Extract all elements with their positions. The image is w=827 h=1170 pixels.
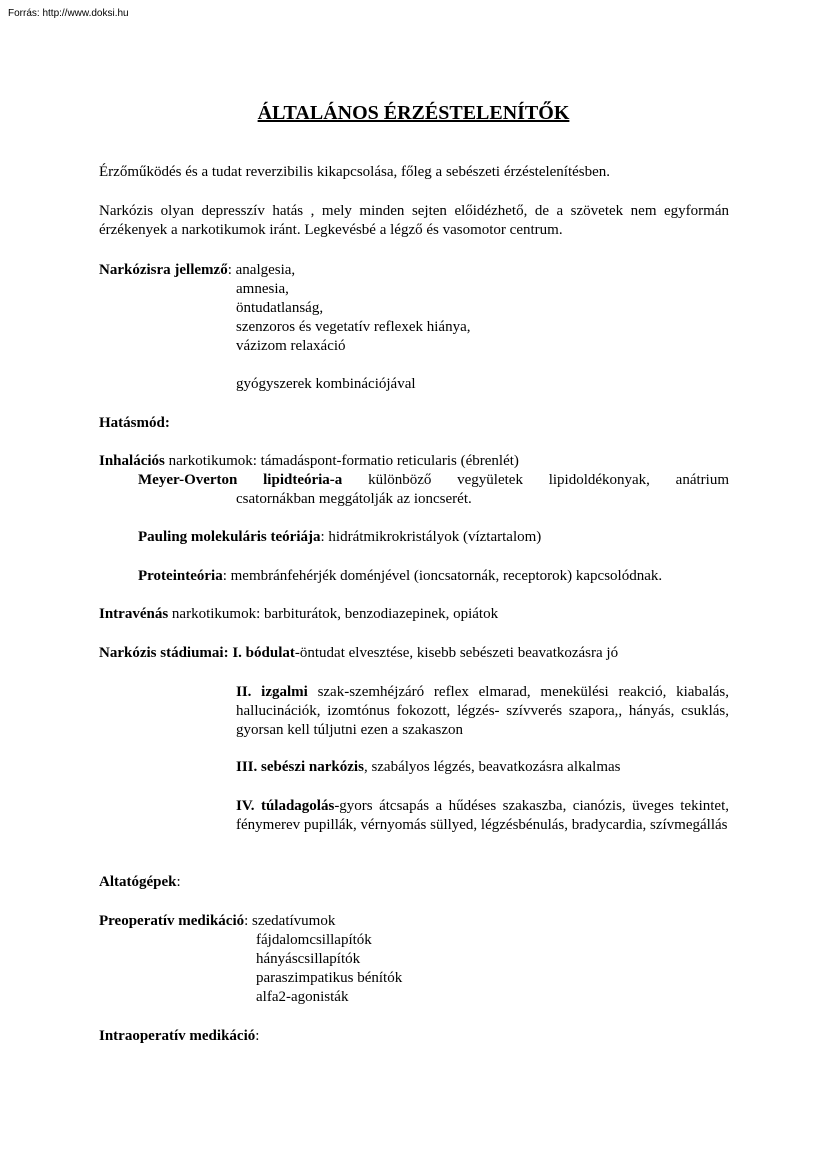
inhalation-line <box>99 452 519 471</box>
characteristics-item-3: öntudatlanság, <box>236 300 324 316</box>
intraop-bold: Intraoperatív medikáció <box>99 1028 256 1044</box>
stage4-paragraph <box>236 797 729 835</box>
characteristics-item-4: szenzoros és vegetatív reflexek hiánya, <box>236 319 471 335</box>
pauling-rest: : hidrátmikrokristályok (víztartalom) <box>320 529 542 545</box>
protein-bold: Proteinteória <box>138 568 223 584</box>
inhalation-rest: narkotikumok: támadáspont-formatio reticularis (ébrenlét) <box>164 453 519 469</box>
machines-line <box>99 873 181 892</box>
stage2-rest: szak-szemhéjzáró reflex elmarad, menekülési reakció, kiabalás, hallucinációk, izomtónus fokozott, légzés- szívverés szapora,, hányás, csuklás, gyorsan kell túljutni ezen a szakaszon <box>236 684 729 738</box>
machines-bold: Altatógépek <box>99 874 177 890</box>
intravenous-line <box>99 605 498 624</box>
mechanism-heading-text: Hatásmód: <box>99 415 170 431</box>
preop-rest: : szedatívumok <box>244 913 336 929</box>
stage1-rest: -öntudat elvesztése, kisebb sebészeti beavatkozásra jó <box>294 645 619 661</box>
stage2-paragraph <box>236 683 729 740</box>
characteristics-item-1: analgesia, <box>235 262 296 278</box>
preop-bold: Preoperatív medikáció <box>99 913 245 929</box>
preop-item-3: paraszimpatikus bénítók <box>256 970 403 986</box>
pauling-line <box>138 528 541 547</box>
narcosis-definition: Narkózis olyan depresszív hatás , mely minden sejten előidézhető, de a szövetek nem egyformán érzékenyek a narkotikumok iránt. Legkevésbé a légző és vasomotor centrum. <box>99 203 729 238</box>
preop-item-4: alfa2-agonisták <box>256 989 349 1005</box>
stage4-bold: IV. túladagolás <box>236 798 335 814</box>
characteristics-note: gyógyszerek kombinációjával <box>236 376 416 392</box>
intraop-rest: : <box>255 1028 260 1044</box>
characteristics-sep: : <box>227 262 236 278</box>
stage3-line <box>236 758 729 777</box>
intraop-line <box>99 1027 259 1046</box>
meyer-line-2: csatornákban meggátolják az ioncserét. <box>236 491 472 507</box>
stage1-bold: I. bódulat <box>232 645 295 661</box>
characteristics-item-2: amnesia, <box>236 281 289 297</box>
stages-label: Narkózis stádiumai: <box>99 645 229 661</box>
preop-item-2: hányáscsillapítók <box>256 951 361 967</box>
meyer-bold: Meyer-Overton lipidteória-a <box>138 472 343 488</box>
protein-line <box>138 567 662 586</box>
preop-line <box>99 912 335 931</box>
intravenous-rest: narkotikumok: barbiturátok, benzodiazepinek, opiátok <box>168 606 499 622</box>
stage4-rest: -gyors átcsapás a hűdéses szakaszba, cianózis, üveges tekintet, fénymerev pupillák, vérnyomás süllyed, légzésbénulás, bradycardia, szívmegállás <box>236 798 729 833</box>
intravenous-bold: Intravénás <box>99 606 169 622</box>
inhalation-bold: Inhalációs <box>99 453 165 469</box>
meyer-rest-1: különböző vegyületek lipidoldékonyak, anátrium <box>342 472 729 488</box>
pauling-bold: Pauling molekuláris teóriája <box>138 529 321 545</box>
preop-item-1: fájdalomcsillapítók <box>256 932 372 948</box>
stage2-bold: II. izgalmi <box>236 684 308 700</box>
characteristics-label: Narkózisra jellemző <box>99 262 228 278</box>
protein-rest: : membránfehérjék doménjével (ioncsatornák, receptorok) kapcsolódnak. <box>222 568 663 584</box>
machines-rest: : <box>176 874 181 890</box>
characteristics-item-5: vázizom relaxáció <box>236 338 346 354</box>
intro-paragraph: Érzőműködés és a tudat reverzibilis kikapcsolása, főleg a sebészeti érzéstelenítésben. <box>99 164 611 180</box>
page-title: ÁLTALÁNOS ÉRZÉSTELENÍTŐK <box>257 102 570 124</box>
stages-line <box>99 644 618 663</box>
characteristics-heading <box>99 261 295 280</box>
stage3-rest: , szabályos légzés, beavatkozásra alkalmas <box>363 759 621 775</box>
stage3-bold: III. sebészi narkózis <box>236 759 364 775</box>
source-line: Forrás: http://www.doksi.hu <box>8 8 129 19</box>
mechanism-heading <box>99 414 170 433</box>
meyer-line-1 <box>138 471 729 490</box>
